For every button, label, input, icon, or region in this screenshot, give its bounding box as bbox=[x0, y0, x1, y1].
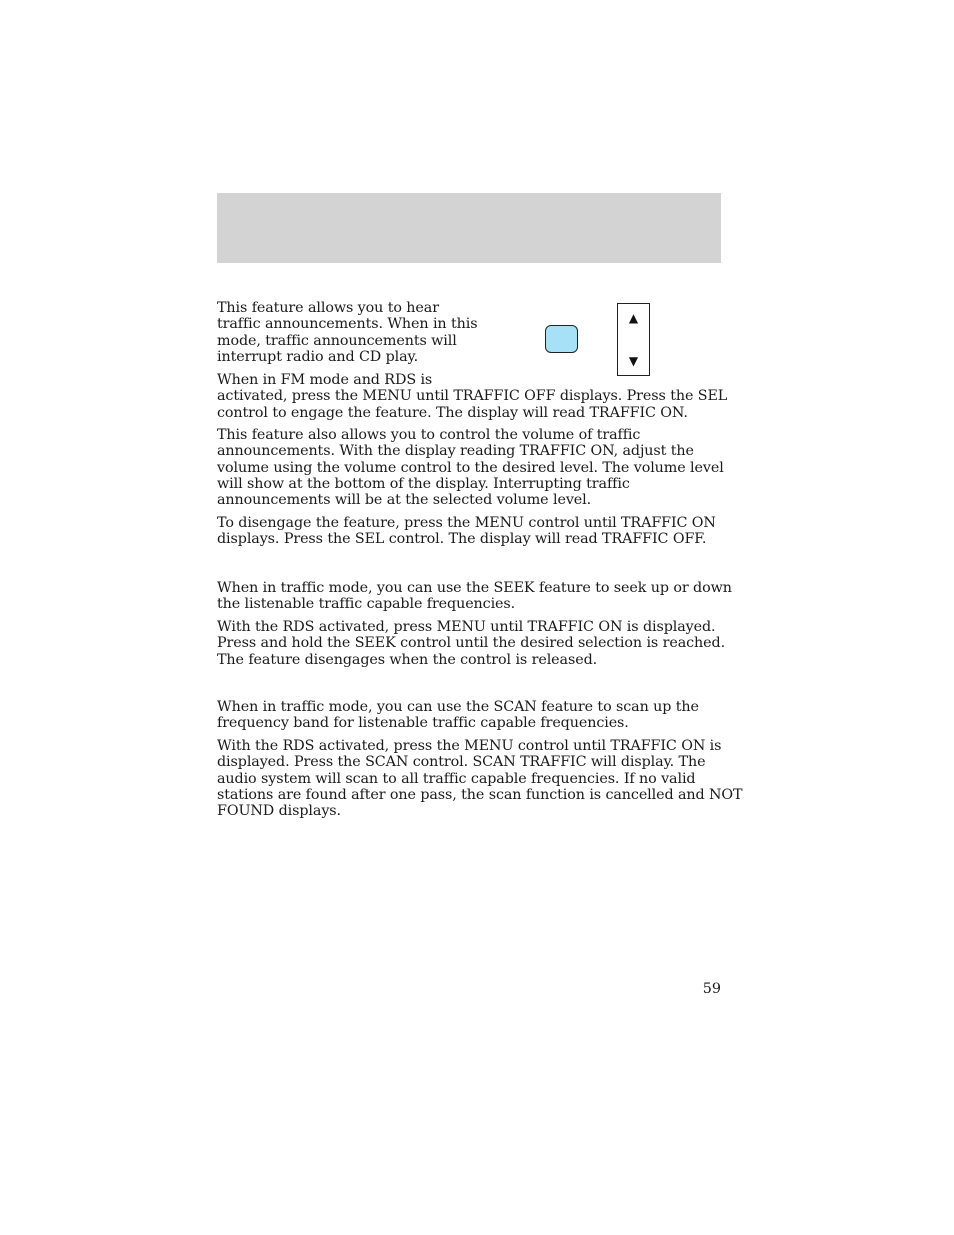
sel-button-illustration bbox=[545, 325, 578, 353]
paragraph-traffic-volume: This feature also allows you to control the volume of traffic announcements. With the display reading TRAFFIC ON, adjust the volume using the volume control to the desired level. The volume level will show at the bottom of the display. Interrupting traffic announcements will be at the selected volume level. bbox=[217, 427, 724, 509]
section-header-band bbox=[217, 193, 721, 263]
up-arrow-icon: ▲ bbox=[628, 311, 639, 325]
paragraph-scan-intro: When in traffic mode, you can use the SCAN feature to scan up the frequency band for listenable traffic capable frequencies. bbox=[217, 699, 699, 732]
paragraph-seek-intro: When in traffic mode, you can use the SEEK feature to seek up or down the listenable traffic capable frequencies. bbox=[217, 580, 732, 613]
paragraph-scan-steps: With the RDS activated, press the MENU control until TRAFFIC ON is displayed. Press the SCAN control. SCAN TRAFFIC will display. The audio system will scan to all traffic capable frequencies. If no valid stations are found after one pass, the scan function is cancelled and NOT FOUND displays. bbox=[217, 738, 743, 820]
down-arrow-icon: ▼ bbox=[628, 354, 639, 368]
seek-control-illustration bbox=[617, 303, 650, 376]
page-number: 59 bbox=[702, 981, 721, 997]
paragraph-traffic-intro: This feature allows you to hear traffic announcements. When in this mode, traffic announcements will interrupt radio and CD play. bbox=[217, 300, 478, 365]
paragraph-traffic-disengage: To disengage the feature, press the MENU control until TRAFFIC ON displays. Press the SEL control. The display will read TRAFFIC OFF. bbox=[217, 515, 716, 548]
paragraph-traffic-activate: When in FM mode and RDS is activated, press the MENU until TRAFFIC OFF displays. Press the SEL control to engage the feature. The display will read TRAFFIC ON. bbox=[217, 372, 728, 421]
paragraph-seek-steps: With the RDS activated, press MENU until TRAFFIC ON is displayed. Press and hold the SEEK control until the desired selection is reached. The feature disengages when the control is released. bbox=[217, 619, 726, 668]
